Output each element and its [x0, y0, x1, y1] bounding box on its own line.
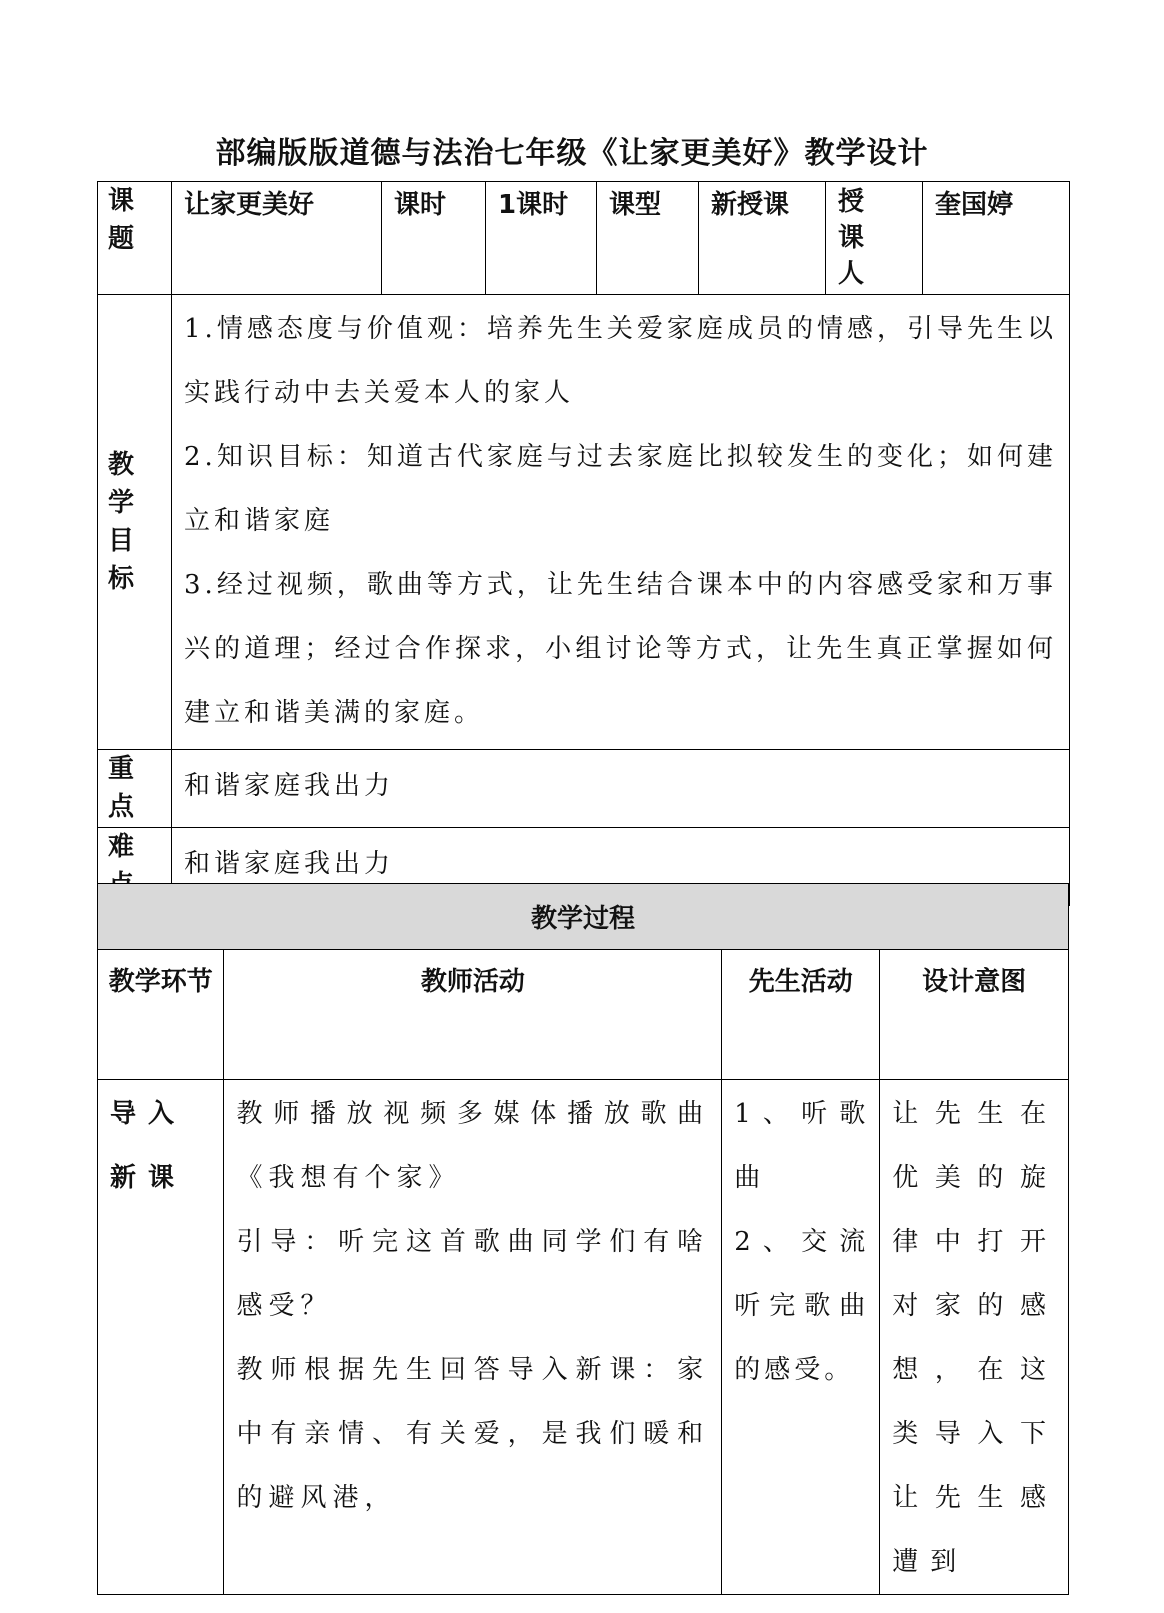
difficult-point-value: 和谐家庭我出力 [172, 828, 1070, 906]
key-point-label: 重点 [98, 750, 172, 828]
teacher-label: 授 课人 [826, 182, 923, 295]
type-value: 新授课 [699, 182, 826, 295]
lesson-info-table [97, 181, 1070, 906]
table-row [98, 1080, 1069, 1595]
topic-value: 让家更美好 [172, 182, 382, 295]
objective-item: 3.经过视频，歌曲等方式，让先生结合课本中的内容感受家和万事兴的道理；经过合作探求，小组讨论等方式，让先生真正掌握如何建立和谐美满的家庭。 [184, 570, 1057, 728]
topic-label: 课题 [98, 182, 172, 295]
teacher-value: 奎国婷 [923, 182, 1070, 295]
column-header-teacher: 教师活动 [224, 950, 722, 1080]
column-header-intent: 设计意图 [880, 950, 1069, 1080]
student-activity-cell [722, 1080, 880, 1595]
difficult-point-label: 难 [98, 828, 172, 906]
student-activity-line: 1、听歌曲 [734, 1099, 870, 1193]
teacher-activity-line: 教师播放视频多媒体播放歌曲《我想有个家》 [236, 1099, 710, 1193]
period-value: 1课时 [486, 182, 597, 295]
student-activity-line: 2、交流听完歌曲的感受。 [734, 1227, 870, 1385]
process-table [97, 883, 1069, 1595]
type-label: 课型 [597, 182, 699, 295]
stage-cell: 导入新课 [98, 1080, 224, 1595]
column-header-stage: 教学环节 [98, 950, 224, 1080]
teacher-activity-line: 引导：听完这首歌曲同学们有啥感受？ [236, 1227, 710, 1321]
process-heading: 教学过程 [98, 884, 1069, 950]
teacher-activity-cell [224, 1080, 722, 1595]
teacher-activity-line: 教师根据先生回答导入新课：家中有亲情、有关爱，是我们暖和的避风港， [236, 1355, 710, 1513]
objectives-label: 教学目标 [98, 295, 172, 750]
document-title: 部编版版道德与法治七年级《让家更美好》教学设计 [215, 136, 929, 171]
column-header-student: 先生活动 [722, 950, 880, 1080]
key-point-value: 和谐家庭我出力 [172, 750, 1070, 828]
objectives-content [172, 295, 1070, 750]
objective-item: 1.情感态度与价值观：培养先生关爱家庭成员的情感，引导先生以实践行动中去关爱本人的家人 [184, 314, 1057, 408]
objective-item: 2.知识目标：知道古代家庭与过去家庭比拟较发生的变化；如何建立和谐家庭 [184, 442, 1057, 536]
intent-cell: 让先生在优美的旋律中打开对家的感想，在这类导入下让先生感遭到 [880, 1080, 1069, 1595]
period-label: 课时 [382, 182, 486, 295]
